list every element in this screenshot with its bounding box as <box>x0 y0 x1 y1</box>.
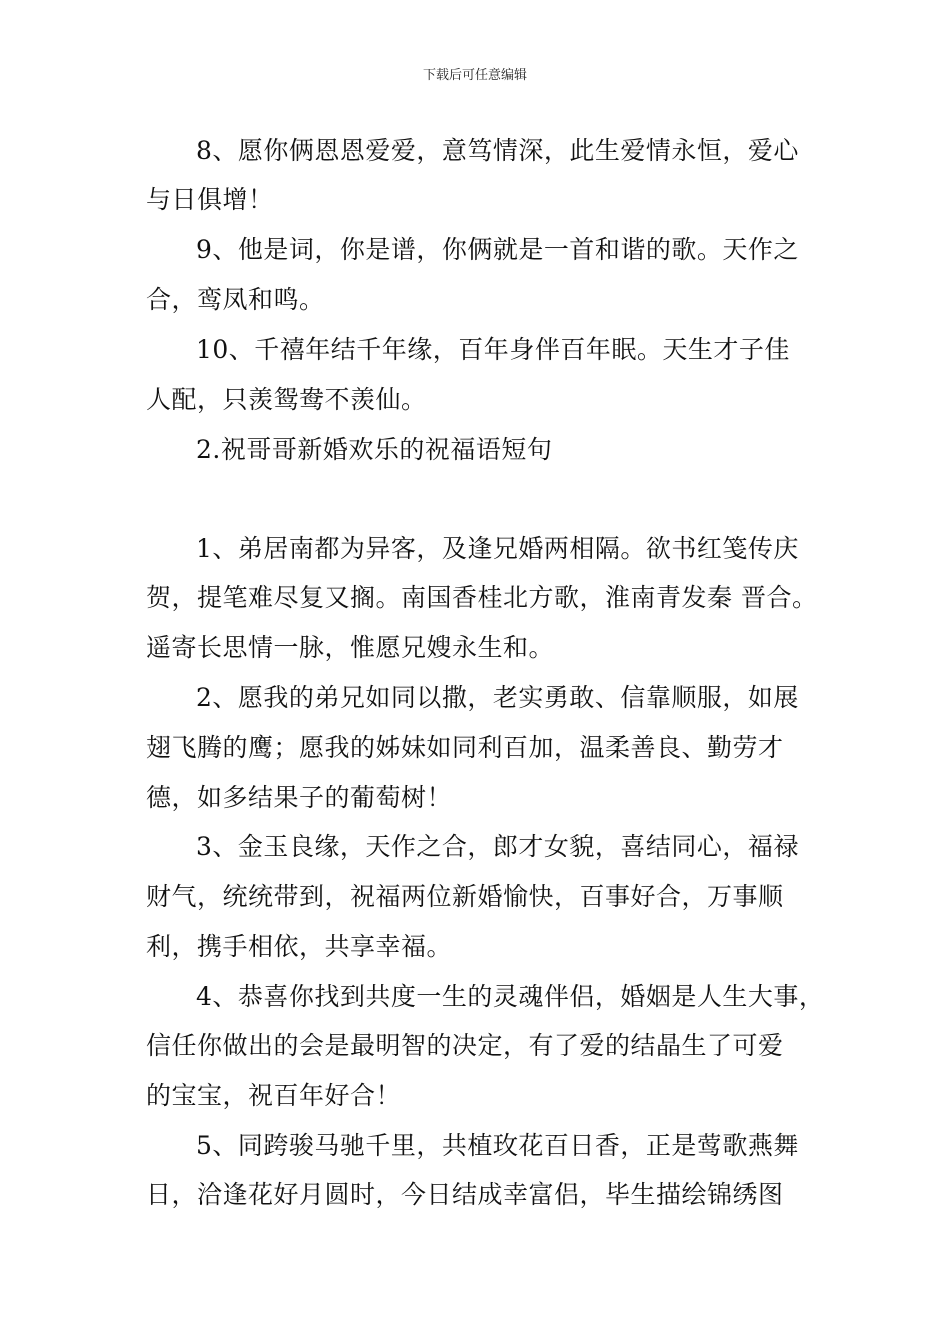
paragraph-line: 10、千禧年结千年缘，百年身伴百年眠。天生才子佳 <box>196 335 790 364</box>
paragraph-line: 4、恭喜你找到共度一生的灵魂伴侣，婚姻是人生大事， <box>196 982 825 1011</box>
paragraph-line: 人配，只羡鸳鸯不羡仙。 <box>146 385 427 414</box>
paragraph-line: 翅飞腾的鹰；愿我的姊妹如同利百加，温柔善良、勤劳才 <box>146 733 784 762</box>
paragraph-line: 利，携手相依，共享幸福。 <box>146 932 453 961</box>
section-heading: 2.祝哥哥新婚欢乐的祝福语短句 <box>196 435 553 464</box>
paragraph-line: 与日俱增！ <box>146 185 274 214</box>
paragraph-line: 8、愿你俩恩恩爱爱，意笃情深，此生爱情永恒，爱心 <box>196 136 799 165</box>
paragraph-line: 5、同跨骏马驰千里，共植玫花百日香，正是莺歌燕舞 <box>196 1131 799 1160</box>
paragraph-line: 贺，提笔难尽复又搁。南国香桂北方歌，淮南青发秦 晋合。 <box>146 583 818 612</box>
paragraph-line: 2、愿我的弟兄如同以撒，老实勇敢、信靠顺服，如展 <box>196 683 799 712</box>
paragraph-line: 财气，统统带到，祝福两位新婚愉快，百事好合，万事顺 <box>146 882 784 911</box>
paragraph-line: 遥寄长思情一脉，惟愿兄嫂永生和。 <box>146 633 555 662</box>
paragraph-line: 3、金玉良缘，天作之合，郎才女貌，喜结同心，福禄 <box>196 832 799 861</box>
paragraph-line: 的宝宝，祝百年好合！ <box>146 1081 402 1110</box>
paragraph-line: 9、他是词，你是谱，你俩就是一首和谐的歌。天作之 <box>196 235 799 264</box>
header-note: 下载后可任意编辑 <box>422 68 527 83</box>
paragraph-line: 德，如多结果子的葡萄树！ <box>146 783 453 812</box>
paragraph-line: 1、弟居南都为异客，及逢兄婚两相隔。欲书红笺传庆 <box>196 534 799 563</box>
paragraph-line: 日，洽逢花好月圆时，今日结成幸富侣，毕生描绘锦绣图 <box>146 1180 784 1209</box>
paragraph-line: 信任你做出的会是最明智的决定，有了爱的结晶生了可爱 <box>146 1031 784 1060</box>
paragraph-line: 合，鸾凤和鸣。 <box>146 285 325 314</box>
